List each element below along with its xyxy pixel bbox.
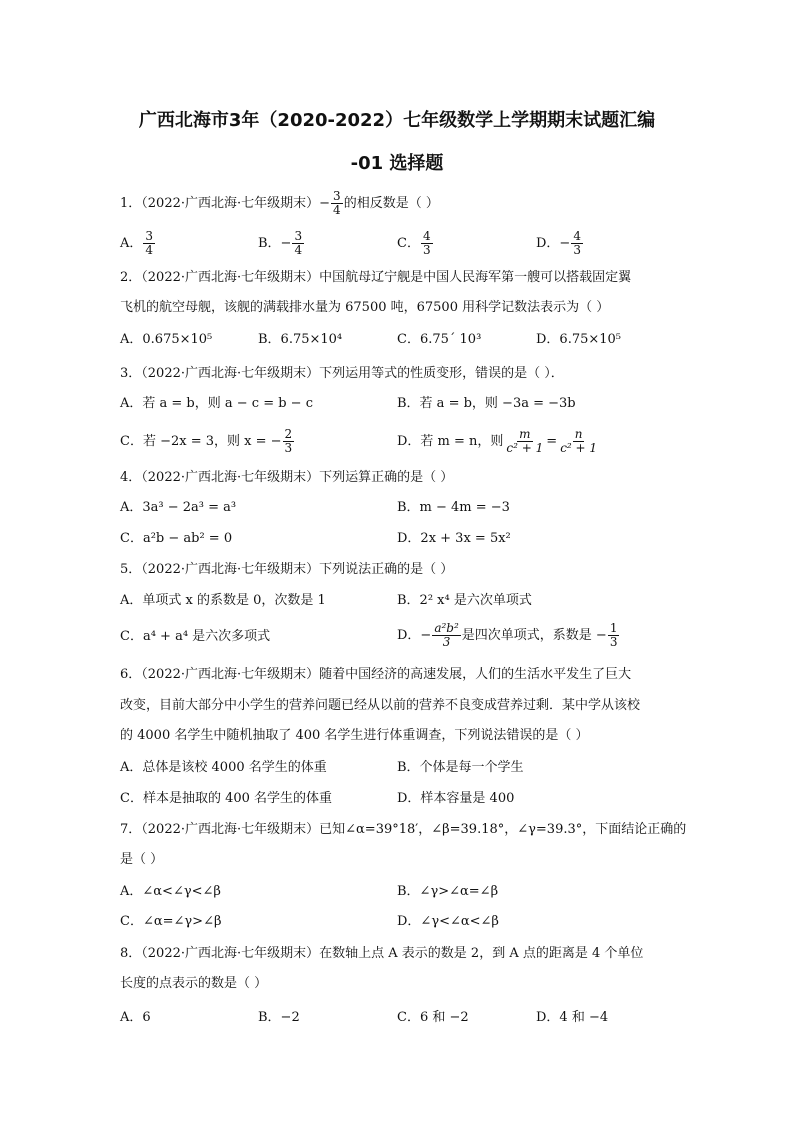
q-source: （2022·广西北海·七年级期末） bbox=[141, 562, 320, 577]
question-1 bbox=[120, 190, 439, 217]
option-d: D．∠γ<∠α<∠β bbox=[397, 914, 499, 929]
option-c bbox=[397, 230, 434, 257]
denominator: 3 bbox=[609, 635, 618, 649]
q-num: 6． bbox=[120, 667, 142, 682]
fraction bbox=[331, 190, 343, 217]
option-d: D．样本容量是 400 bbox=[397, 791, 515, 806]
option-b: B．6.75×10⁴ bbox=[258, 332, 343, 347]
option-c: C．a⁴ + a⁴ 是六次多项式 bbox=[120, 629, 271, 644]
q-text: 随着中国经济的高速发展，人们的生活水平发生了巨大 bbox=[319, 667, 632, 682]
numerator: a²b² bbox=[434, 621, 459, 635]
q-text: 下列运算正确的是（ ） bbox=[319, 470, 454, 485]
question-2-line2: 飞机的航空母舰，该舰的满载排水量为 67500 吨，67500 用科学记数法表示为（ ） bbox=[120, 300, 610, 315]
page-subtitle: -01 选择题 bbox=[350, 153, 444, 174]
q-source: （2022·广西北海·七年级期末） bbox=[141, 270, 320, 285]
q-num: 4． bbox=[120, 470, 142, 485]
numerator: 4 bbox=[573, 229, 581, 243]
fraction bbox=[283, 428, 295, 455]
q-source: （2022·广西北海·七年级期末） bbox=[141, 366, 320, 381]
option-label: A． bbox=[120, 236, 143, 251]
option-d: D．2x + 3x = 5x² bbox=[397, 531, 511, 546]
fraction bbox=[571, 230, 583, 257]
option-d: D．4 和 −4 bbox=[536, 1010, 609, 1025]
option-label: B．− bbox=[258, 236, 292, 251]
option-c: C．∠α=∠γ>∠β bbox=[120, 914, 222, 929]
numerator: 2 bbox=[284, 427, 293, 441]
page-title: 广西北海市3年（2020-2022）七年级数学上学期期末试题汇编 bbox=[138, 110, 656, 131]
question-4 bbox=[120, 468, 453, 488]
option-label: D．− bbox=[397, 628, 432, 643]
option-d bbox=[397, 428, 600, 455]
option-b: B．m − 4m = −3 bbox=[397, 500, 510, 515]
fraction bbox=[421, 230, 433, 257]
numerator: 3 bbox=[145, 229, 154, 243]
question-7-line2: 是（ ） bbox=[120, 852, 164, 867]
numerator: 1 bbox=[609, 621, 618, 635]
q-num: 2． bbox=[120, 270, 142, 285]
option-d bbox=[536, 230, 584, 257]
q-num: 7． bbox=[120, 822, 142, 837]
option-c: C．a²b − ab² = 0 bbox=[120, 531, 233, 546]
denominator: 3 bbox=[284, 441, 293, 455]
option-d bbox=[397, 622, 620, 649]
denominator: 4 bbox=[145, 243, 154, 257]
q-text: 下列运用等式的性质变形，错误的是（ ）． bbox=[319, 366, 564, 381]
option-b: B．2² x⁴ 是六次单项式 bbox=[397, 593, 532, 608]
fraction bbox=[292, 230, 304, 257]
option-b: B．若 a = b，则 −3a = −3b bbox=[397, 396, 576, 411]
option-a bbox=[120, 230, 156, 257]
q-text: 已知∠α=39°18′，∠β=39.18°，∠γ=39.3°，下面结论正确的 bbox=[319, 822, 687, 837]
q-source: （2022·广西北海·七年级期末） bbox=[141, 196, 320, 211]
fraction bbox=[504, 428, 545, 455]
option-c bbox=[120, 428, 295, 455]
option-label: C．若 −2x = 3，则 x = − bbox=[120, 434, 282, 449]
numerator: m bbox=[519, 427, 531, 441]
q-text: 在数轴上点 A 表示的数是 2，到 A 点的距离是 4 个单位 bbox=[319, 946, 644, 961]
fraction bbox=[143, 230, 155, 257]
question-6-line3: 的 4000 名学生中随机抽取了 400 名学生进行体重调查，下列说法错误的是（ ） bbox=[120, 728, 589, 743]
option-a: A．总体是该校 4000 名学生的体重 bbox=[120, 760, 327, 775]
question-6 bbox=[120, 665, 631, 685]
question-2 bbox=[120, 268, 631, 288]
option-text: 是四次单项式，系数是 − bbox=[461, 628, 607, 643]
q-text: 下列说法正确的是（ ） bbox=[319, 562, 454, 577]
q-source: （2022·广西北海·七年级期末） bbox=[141, 946, 320, 961]
question-6-line2: 改变，目前大部分中小学生的营养问题已经从以前的营养不良变成营养过剩．某中学从该校 bbox=[120, 698, 641, 713]
denominator: 3 bbox=[422, 243, 431, 257]
q-num: 8． bbox=[120, 946, 142, 961]
denominator: c² + 1 bbox=[560, 441, 598, 455]
question-8 bbox=[120, 944, 643, 964]
option-d: D．6.75×10⁵ bbox=[536, 332, 622, 347]
question-8-line2: 长度的点表示的数是（ ） bbox=[120, 976, 268, 991]
question-3 bbox=[120, 364, 564, 384]
question-7 bbox=[120, 820, 686, 840]
equals-sign: = bbox=[546, 434, 558, 449]
option-b: B．∠γ>∠α=∠β bbox=[397, 884, 499, 899]
denominator: 4 bbox=[294, 243, 303, 257]
option-a: A．∠α<∠γ<∠β bbox=[120, 884, 221, 899]
denominator: 4 bbox=[333, 203, 341, 217]
q-text: 的相反数是（ ） bbox=[343, 196, 439, 211]
option-label: D．若 m = n，则 bbox=[397, 434, 504, 449]
q-num: 5． bbox=[120, 562, 142, 577]
option-a: A．3a³ − 2a³ = a³ bbox=[120, 500, 237, 515]
neg-sign: − bbox=[319, 196, 331, 211]
denominator: c² + 1 bbox=[506, 441, 544, 455]
numerator: n bbox=[574, 427, 583, 441]
option-b bbox=[258, 230, 305, 257]
q-source: （2022·广西北海·七年级期末） bbox=[141, 470, 320, 485]
fraction bbox=[608, 622, 620, 649]
option-b: B．−2 bbox=[258, 1010, 300, 1025]
option-label: D．− bbox=[536, 236, 571, 251]
question-5 bbox=[120, 560, 453, 580]
option-a: A．单项式 x 的系数是 0，次数是 1 bbox=[120, 593, 326, 608]
denominator: 3 bbox=[442, 635, 451, 649]
option-b: B．个体是每一个学生 bbox=[397, 760, 524, 775]
option-a: A．若 a = b，则 a − c = b − c bbox=[120, 396, 313, 411]
option-a: A．0.675×10⁵ bbox=[120, 332, 213, 347]
q-text: 中国航母辽宁舰是中国人民海军第一艘可以搭载固定翼 bbox=[319, 270, 632, 285]
q-source: （2022·广西北海·七年级期末） bbox=[141, 667, 320, 682]
denominator: 3 bbox=[573, 243, 581, 257]
fraction bbox=[558, 428, 599, 455]
numerator: 3 bbox=[294, 229, 303, 243]
option-c: C．样本是抽取的 400 名学生的体重 bbox=[120, 791, 333, 806]
fraction bbox=[432, 622, 460, 649]
option-a: A．6 bbox=[120, 1010, 151, 1025]
q-num: 3． bbox=[120, 366, 142, 381]
numerator: 3 bbox=[333, 189, 341, 203]
option-c: C．6.75´ 10³ bbox=[397, 332, 482, 347]
q-num: 1． bbox=[120, 196, 142, 211]
numerator: 4 bbox=[422, 229, 431, 243]
q-source: （2022·广西北海·七年级期末） bbox=[141, 822, 320, 837]
option-c: C．6 和 −2 bbox=[397, 1010, 469, 1025]
option-label: C． bbox=[397, 236, 420, 251]
